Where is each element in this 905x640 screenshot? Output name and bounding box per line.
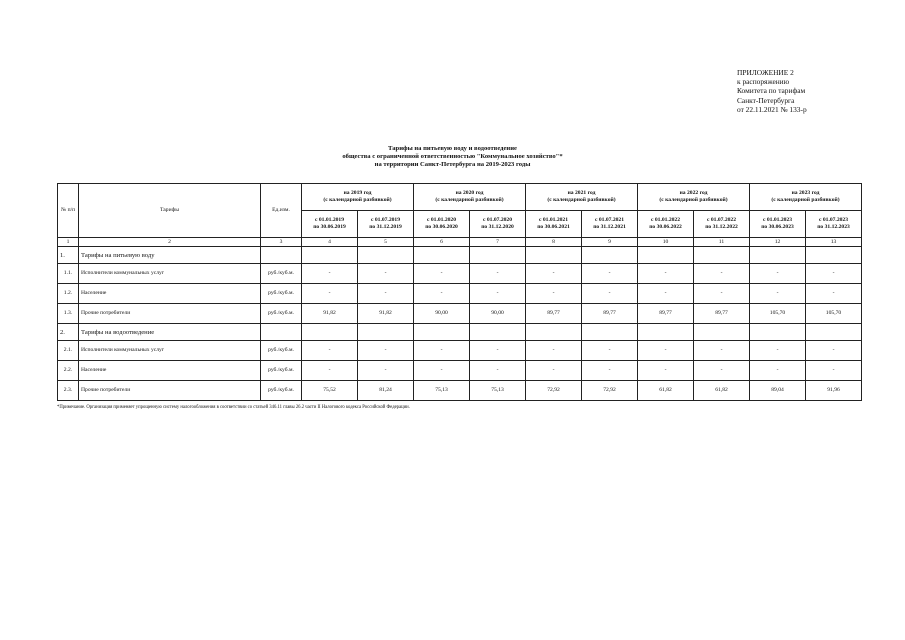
empty-cell bbox=[694, 247, 750, 264]
table-row bbox=[58, 381, 862, 401]
col-tariff-header: Тарифы bbox=[79, 184, 261, 238]
tariff-value: 72,92 bbox=[582, 381, 638, 401]
tariff-value: - bbox=[806, 341, 862, 361]
empty-cell bbox=[414, 247, 470, 264]
tariff-value: - bbox=[526, 284, 582, 304]
tariff-value: - bbox=[638, 264, 694, 284]
tariff-value: - bbox=[470, 284, 526, 304]
empty-cell bbox=[302, 324, 358, 341]
empty-cell bbox=[414, 324, 470, 341]
tariff-value: - bbox=[302, 341, 358, 361]
tariff-value: 89,77 bbox=[526, 304, 582, 324]
tariff-value: 91,82 bbox=[358, 304, 414, 324]
tariff-value: - bbox=[470, 361, 526, 381]
tariff-value: 91,96 bbox=[806, 381, 862, 401]
period-header: с 01.01.2019 по 30.06.2019 bbox=[302, 211, 358, 238]
tariff-value: - bbox=[694, 341, 750, 361]
year-header: на 2022 год (с календарной разбивкой) bbox=[638, 184, 750, 211]
tariff-value: 75,52 bbox=[302, 381, 358, 401]
tariff-value: - bbox=[750, 284, 806, 304]
column-number: 11 bbox=[694, 238, 750, 247]
tariff-value: - bbox=[414, 361, 470, 381]
tariff-value: 81,24 bbox=[358, 381, 414, 401]
tariff-value: - bbox=[302, 264, 358, 284]
row-number: 1.3. bbox=[58, 304, 79, 324]
title-line: на территории Санкт-Петербурга на 2019-2023 годы bbox=[374, 161, 531, 169]
section-title: Тарифы на водоотведение bbox=[79, 324, 261, 341]
tariff-value: 91,82 bbox=[302, 304, 358, 324]
row-unit: руб./куб.м. bbox=[261, 341, 302, 361]
section-title: Тарифы на питьевую воду bbox=[79, 247, 261, 264]
tariff-value: - bbox=[526, 341, 582, 361]
row-number: 1.1. bbox=[58, 264, 79, 284]
year-header: на 2020 год (с календарной разбивкой) bbox=[414, 184, 526, 211]
row-number: 2.2. bbox=[58, 361, 79, 381]
row-name: Прочие потребители bbox=[79, 381, 261, 401]
empty-cell bbox=[261, 324, 302, 341]
tariff-value: - bbox=[694, 361, 750, 381]
empty-cell bbox=[261, 247, 302, 264]
tariff-value: - bbox=[806, 361, 862, 381]
row-unit: руб./куб.м. bbox=[261, 284, 302, 304]
empty-cell bbox=[582, 247, 638, 264]
appendix-line: Комитета по тарифам bbox=[737, 86, 806, 96]
table-row bbox=[58, 284, 862, 304]
empty-cell bbox=[582, 324, 638, 341]
period-header: с 01.01.2022 по 30.06.2022 bbox=[638, 211, 694, 238]
section-number: 2. bbox=[58, 324, 79, 341]
column-number-row bbox=[58, 238, 862, 247]
row-unit: руб./куб.м. bbox=[261, 361, 302, 381]
column-number: 5 bbox=[358, 238, 414, 247]
tariff-value: - bbox=[358, 264, 414, 284]
appendix-block bbox=[737, 68, 807, 114]
column-number: 1 bbox=[58, 238, 79, 247]
empty-cell bbox=[806, 247, 862, 264]
tariff-value: - bbox=[414, 341, 470, 361]
tariff-value: - bbox=[638, 341, 694, 361]
empty-cell bbox=[470, 247, 526, 264]
tariff-value: 90,00 bbox=[470, 304, 526, 324]
period-header: с 01.07.2019 по 31.12.2019 bbox=[358, 211, 414, 238]
tariff-value: - bbox=[302, 284, 358, 304]
tariff-value: - bbox=[470, 341, 526, 361]
empty-cell bbox=[358, 247, 414, 264]
column-number: 10 bbox=[638, 238, 694, 247]
table-row bbox=[58, 304, 862, 324]
tariff-value: 105,70 bbox=[750, 304, 806, 324]
period-header: с 01.01.2021 по 30.06.2021 bbox=[526, 211, 582, 238]
column-number: 12 bbox=[750, 238, 806, 247]
section-number: 1. bbox=[58, 247, 79, 264]
tariff-value: 89,77 bbox=[638, 304, 694, 324]
tariff-value: 75,13 bbox=[470, 381, 526, 401]
row-name: Население bbox=[79, 361, 261, 381]
year-header: на 2023 год (с календарной разбивкой) bbox=[750, 184, 862, 211]
empty-cell bbox=[806, 324, 862, 341]
tariff-value: - bbox=[638, 284, 694, 304]
column-number: 6 bbox=[414, 238, 470, 247]
empty-cell bbox=[638, 324, 694, 341]
section-row bbox=[58, 324, 862, 341]
tariff-value: - bbox=[638, 361, 694, 381]
row-unit: руб./куб.м. bbox=[261, 381, 302, 401]
row-number: 2.1. bbox=[58, 341, 79, 361]
tariff-value: - bbox=[694, 284, 750, 304]
title-line: общества с ограниченной ответственностью "Коммунальное хозяйство"* bbox=[342, 153, 563, 161]
tariff-value: 89,77 bbox=[582, 304, 638, 324]
row-unit: руб./куб.м. bbox=[261, 304, 302, 324]
empty-cell bbox=[526, 247, 582, 264]
col-unit-header: Ед.изм. bbox=[261, 184, 302, 238]
column-number: 3 bbox=[261, 238, 302, 247]
appendix-line: от 22.11.2021 № 133-р bbox=[737, 104, 807, 114]
column-number: 2 bbox=[79, 238, 261, 247]
period-header: с 01.01.2023 по 30.06.2023 bbox=[750, 211, 806, 238]
tariff-value: - bbox=[358, 341, 414, 361]
column-number: 13 bbox=[806, 238, 862, 247]
row-number: 2.3. bbox=[58, 381, 79, 401]
tariff-value: - bbox=[750, 341, 806, 361]
document-title bbox=[0, 145, 905, 170]
header-row-years bbox=[58, 184, 862, 211]
year-header: на 2019 год (с календарной разбивкой) bbox=[302, 184, 414, 211]
tariff-value: - bbox=[806, 264, 862, 284]
empty-cell bbox=[694, 324, 750, 341]
column-number: 9 bbox=[582, 238, 638, 247]
empty-cell bbox=[358, 324, 414, 341]
appendix-line: ПРИЛОЖЕНИЕ 2 bbox=[737, 68, 794, 77]
tariff-value: 105,70 bbox=[806, 304, 862, 324]
tariff-value: - bbox=[470, 264, 526, 284]
year-header: на 2021 год (с календарной разбивкой) bbox=[526, 184, 638, 211]
table-row bbox=[58, 361, 862, 381]
empty-cell bbox=[302, 247, 358, 264]
empty-cell bbox=[526, 324, 582, 341]
tariff-value: 61,82 bbox=[638, 381, 694, 401]
table-row bbox=[58, 341, 862, 361]
tariff-value: 61,82 bbox=[694, 381, 750, 401]
tariff-value: - bbox=[582, 341, 638, 361]
tariff-value: - bbox=[358, 361, 414, 381]
tariff-value: 72,92 bbox=[526, 381, 582, 401]
tariff-value: - bbox=[750, 264, 806, 284]
tariff-value: - bbox=[358, 284, 414, 304]
section-row bbox=[58, 247, 862, 264]
row-name: Прочие потребители bbox=[79, 304, 261, 324]
tariff-value: - bbox=[582, 264, 638, 284]
table-row bbox=[58, 264, 862, 284]
tariff-value: - bbox=[414, 284, 470, 304]
tariff-value: 89,04 bbox=[750, 381, 806, 401]
empty-cell bbox=[470, 324, 526, 341]
tariff-value: - bbox=[526, 264, 582, 284]
empty-cell bbox=[750, 324, 806, 341]
footnote: *Примечание. Организация применяет упрощенную систему налогообложения в соответствии со статьей 346.11 главы 26.2 части II Налогового кодекса Российской Федерации. bbox=[57, 405, 410, 410]
tariff-value: - bbox=[302, 361, 358, 381]
tariff-table bbox=[57, 183, 862, 401]
column-number: 8 bbox=[526, 238, 582, 247]
title-line: Тарифы на питьевую воду и водоотведение bbox=[388, 145, 517, 152]
empty-cell bbox=[638, 247, 694, 264]
tariff-value: - bbox=[582, 284, 638, 304]
period-header: с 01.07.2020 по 31.12.2020 bbox=[470, 211, 526, 238]
tariff-value: - bbox=[414, 264, 470, 284]
period-header: с 01.07.2023 по 31.12.2023 bbox=[806, 211, 862, 238]
period-header: с 01.07.2021 по 31.12.2021 bbox=[582, 211, 638, 238]
tariff-value: - bbox=[582, 361, 638, 381]
period-header: с 01.07.2022 по 31.12.2022 bbox=[694, 211, 750, 238]
tariff-value: 90,00 bbox=[414, 304, 470, 324]
period-header: с 01.01.2020 по 30.06.2020 bbox=[414, 211, 470, 238]
row-number: 1.2. bbox=[58, 284, 79, 304]
row-name: Исполнители коммунальных услуг bbox=[79, 264, 261, 284]
tariff-value: 89,77 bbox=[694, 304, 750, 324]
empty-cell bbox=[750, 247, 806, 264]
row-name: Исполнители коммунальных услуг bbox=[79, 341, 261, 361]
tariff-value: - bbox=[750, 361, 806, 381]
row-unit: руб./куб.м. bbox=[261, 264, 302, 284]
appendix-line: к распоряжению bbox=[737, 77, 790, 87]
column-number: 4 bbox=[302, 238, 358, 247]
column-number: 7 bbox=[470, 238, 526, 247]
tariff-value: 75,13 bbox=[414, 381, 470, 401]
tariff-value: - bbox=[526, 361, 582, 381]
tariff-value: - bbox=[694, 264, 750, 284]
col-num-header: № п/п bbox=[58, 184, 79, 238]
tariff-value: - bbox=[806, 284, 862, 304]
appendix-line: Санкт-Петербурга bbox=[737, 95, 795, 105]
row-name: Население bbox=[79, 284, 261, 304]
